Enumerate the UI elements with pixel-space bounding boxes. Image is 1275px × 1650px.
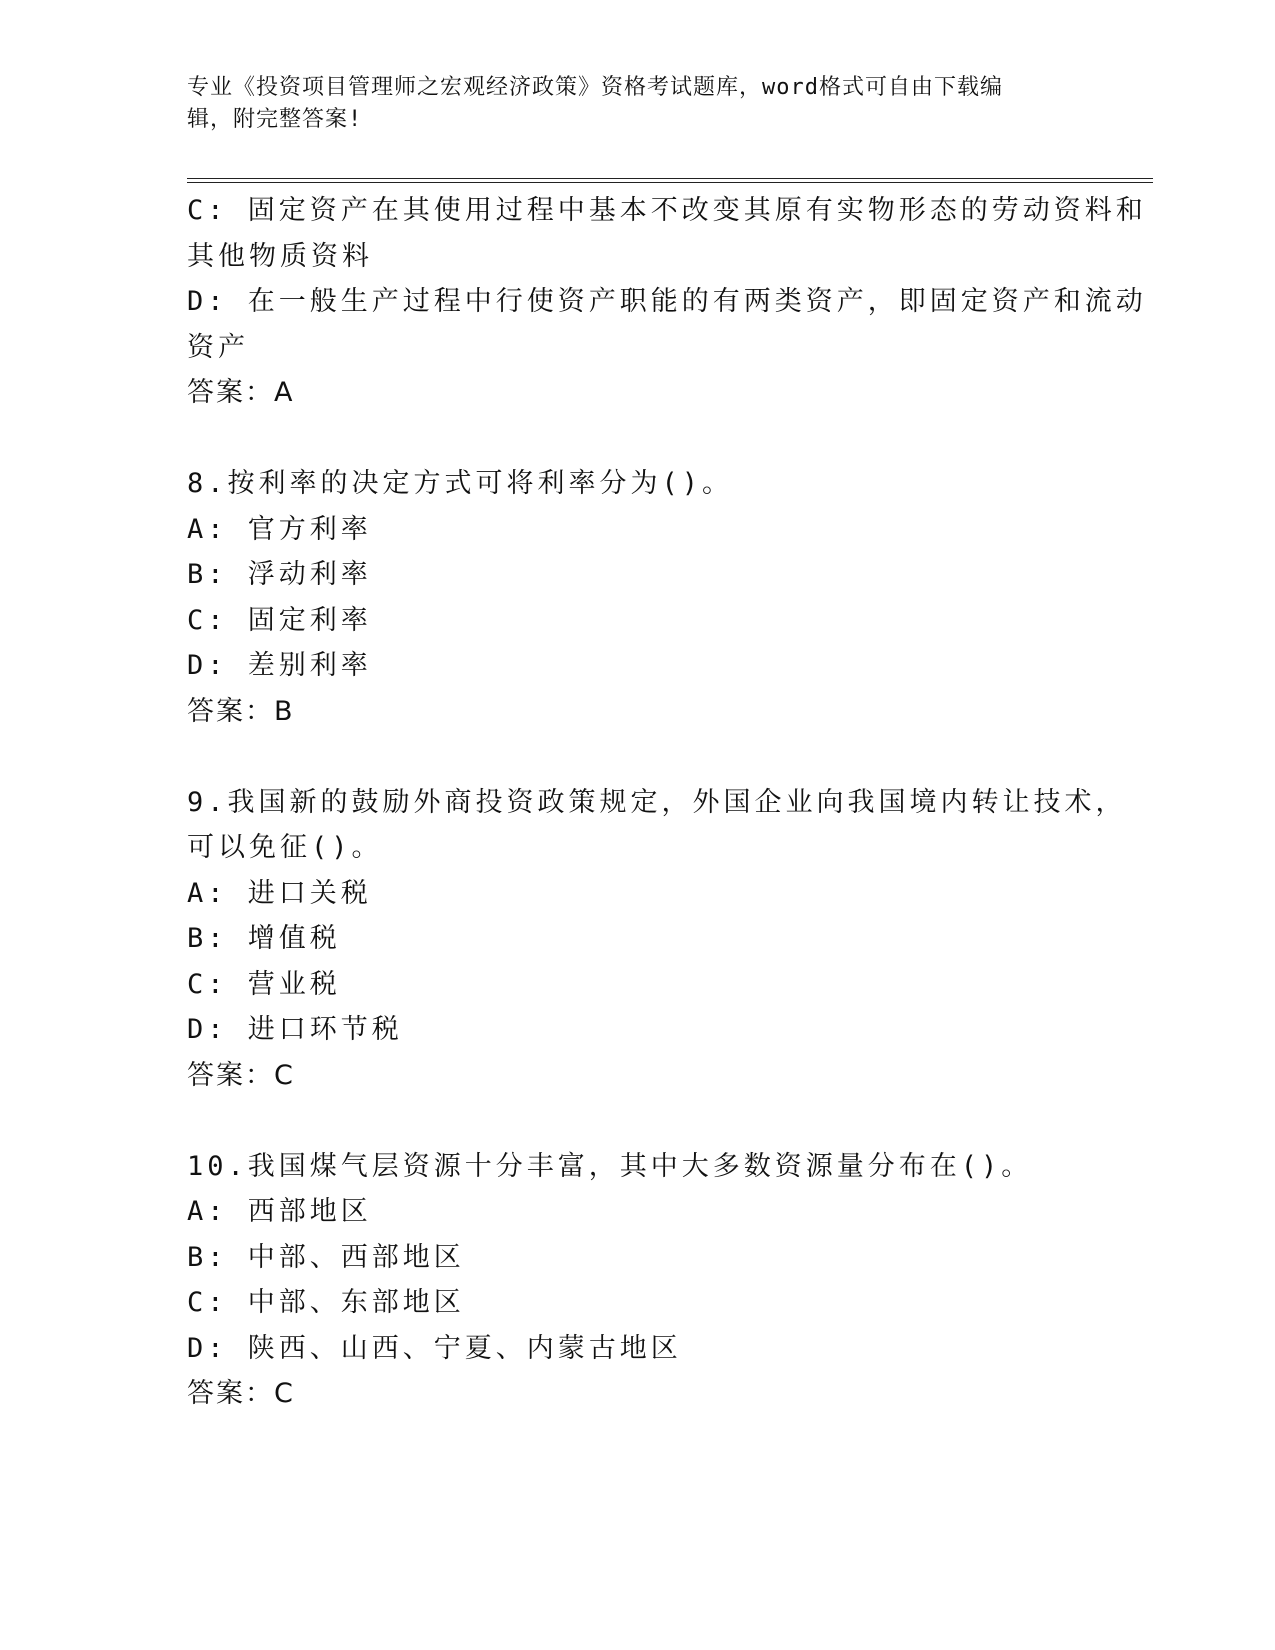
question-8-option-a: A: 官方利率	[187, 513, 372, 545]
answer-7: 答案：A	[187, 377, 295, 408]
question-10-option-d: D: 陕西、山西、宁夏、内蒙古地区	[187, 1332, 682, 1364]
spacer	[187, 416, 1087, 462]
header-divider-top	[187, 178, 1153, 179]
answer-9: 答案：C	[187, 1059, 295, 1091]
document-header	[187, 72, 1067, 136]
option-d-line-1: D: 在一般生产过程中行使资产职能的有两类资产，即固定资产和流动	[187, 286, 1147, 317]
question-7-continued	[187, 188, 1147, 416]
question-8-option-b: B: 浮动利率	[187, 559, 372, 590]
question-9-option-d: D: 进口环节税	[187, 1014, 403, 1045]
question-9-option-a: A: 进口关税	[187, 877, 372, 909]
option-c-line-1: C: 固定资产在其使用过程中基本不改变其原有实物形态的劳动资料和	[187, 195, 1147, 226]
question-9-title-line-1: 9.我国新的鼓励外商投资政策规定，外国企业向我国境内转让技术，	[187, 786, 1127, 818]
spacer	[187, 1098, 1087, 1144]
question-10	[187, 1144, 1087, 1417]
question-10-title: 10.我国煤气层资源十分丰富，其中大多数资源量分布在()。	[187, 1150, 1033, 1182]
question-10-option-a: A: 西部地区	[187, 1196, 372, 1227]
question-content	[187, 188, 1147, 1417]
question-8-option-d: D: 差别利率	[187, 650, 372, 681]
header-divider-bottom	[187, 182, 1153, 183]
question-9-option-b: B: 增值税	[187, 923, 341, 954]
question-10-option-c: C: 中部、东部地区	[187, 1287, 465, 1318]
spacer	[187, 734, 1087, 780]
header-line-1: 专业《投资项目管理师之宏观经济政策》资格考试题库，word格式可自由下载编	[187, 75, 1003, 100]
question-9-title-line-2: 可以免征()。	[187, 832, 383, 863]
answer-8: 答案：B	[187, 695, 295, 727]
question-8-title: 8.按利率的决定方式可将利率分为()。	[187, 468, 734, 499]
question-8-option-c: C: 固定利率	[187, 604, 372, 636]
option-c-line-2: 其他物质资料	[187, 240, 373, 272]
question-9-option-c: C: 营业税	[187, 968, 341, 1000]
question-10-option-b: B: 中部、西部地区	[187, 1241, 465, 1273]
answer-10: 答案：C	[187, 1378, 295, 1409]
option-d-line-2: 资产	[187, 331, 249, 363]
question-9	[187, 780, 1127, 1099]
question-8	[187, 461, 1087, 734]
header-line-2: 辑，附完整答案!	[187, 107, 363, 132]
